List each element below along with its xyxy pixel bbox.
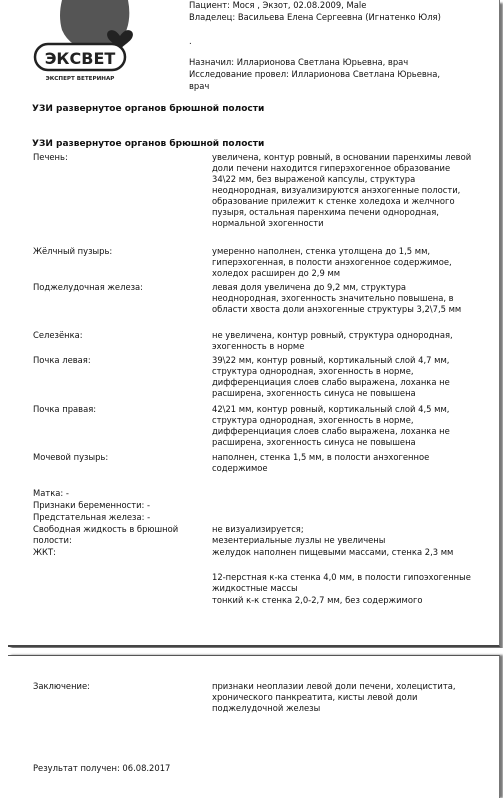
git-label: ЖКТ: [33, 547, 56, 557]
spleen-label: Селезёнка: [33, 330, 83, 340]
kidney-left-value: 39\22 мм, контур ровный, кортикальный слой 4,7 мм, структура однородная, эхогенность в норме, дифференциация слоев слабо выражена, лоханка не расширена, эхогенность синуса не повышена [212, 355, 450, 398]
spleen-value: не увеличена, контур ровный, структура однородная, эхогенность в норме [212, 330, 453, 351]
conclusion-value: признаки неоплазии левой доли печени, холецистита, хронического панкреатита, кисты левой доли поджелудочной железы [212, 681, 456, 713]
small-intestine-value: тонкий к-к стенка 2,0-2,7 мм, без содержимого [212, 595, 423, 605]
liver-value: увеличена, контур ровный, в основании паренхимы левой доли печени находится гиперэхогенное образование 34\22 мм, без выраженой капсулы, структура неоднородная, визуализируются анэхогенные полости, образование прилежит к стенке холедоха и желчного пузыря, остальная паренхима печени однородная, нормальной эхогенности [212, 152, 472, 228]
kidney-right-label: Почка правая: [33, 404, 97, 414]
report-page-2 [8, 655, 500, 798]
pancreas-value: левая доля увеличена до 9,2 мм, структура неоднородная, эхогенность значительно повышена, в области хвоста доли анэхогенные структуры 3,2\7,5 мм [212, 282, 462, 314]
free-fluid-label-cont: полости: [33, 535, 72, 545]
prostate-line: Предстательная железа: - [33, 512, 151, 522]
report-page-1 [8, 0, 500, 647]
bladder-label: Мочевой пузырь: [33, 452, 109, 462]
duodenum-value: 12-перстная к-ка стенка 4,0 мм, в полости гипоэхогенные жидкостные массы [212, 572, 471, 593]
liver-label: Печень: [33, 152, 68, 162]
stomach-value: желудок наполнен пищевыми массами, стенка 2,3 мм [212, 547, 454, 557]
svg-text:ЭКСПЕРТ ВЕТЕРИНАР: ЭКСПЕРТ ВЕТЕРИНАР [45, 76, 115, 82]
uterus-line: Матка: - [33, 488, 69, 498]
free-fluid-label: Свободная жидкость в брюшной [33, 524, 179, 534]
free-fluid-value: не визуализируется; [212, 524, 304, 534]
clinic-logo [32, 0, 152, 86]
page-gap [0, 648, 503, 654]
separator-dot: . [189, 36, 192, 46]
conclusion-label: Заключение: [33, 681, 90, 691]
owner-line: Владелец: Васильева Елена Сергеевна (Игнатенко Юля) [189, 12, 441, 22]
performed-line: Исследование провел: Илларионова Светлана Юрьевна, [189, 69, 441, 79]
pregnancy-line: Признаки беременности: - [33, 500, 151, 510]
patient-line: Пациент: Мося , Экзот, 02.08.2009, Male [189, 0, 367, 10]
mesenteric-nodes-value: мезентериальные лузлы не увеличены [212, 535, 386, 545]
bladder-value: наполнен, стенка 1,5 мм, в полости анэхогенное содержимое [212, 452, 430, 473]
svg-text:ЭКСВЕТ: ЭКСВЕТ [44, 49, 116, 68]
section-title: УЗИ развернутое органов брюшной полости [32, 139, 265, 149]
kidney-right-value: 42\21 мм, контур ровный, кортикальный слой 4,5 мм, структура однородная, эхогенность в норме, дифференциация слоев слабо выражена, лоханка не расширена, эхогенность синуса не повышена [212, 404, 450, 447]
pancreas-label: Поджелудочная железа: [33, 282, 143, 292]
kidney-left-label: Почка левая: [33, 355, 91, 365]
gallbladder-label: Жёлчный пузырь: [33, 246, 113, 256]
report-title: УЗИ развернутое органов брюшной полости [32, 104, 265, 114]
result-date: Результат получен: 06.08.2017 [33, 763, 171, 773]
assigned-line: Назначил: Илларионова Светлана Юрьевна, врач [189, 57, 409, 67]
performed-line-cont: врач [189, 81, 210, 91]
gallbladder-value: умеренно наполнен, стенка утолщена до 1,5 мм, гиперэхогенная, в полости анэхогенное содержимое, холедох расширен до 2,9 мм [212, 246, 452, 278]
